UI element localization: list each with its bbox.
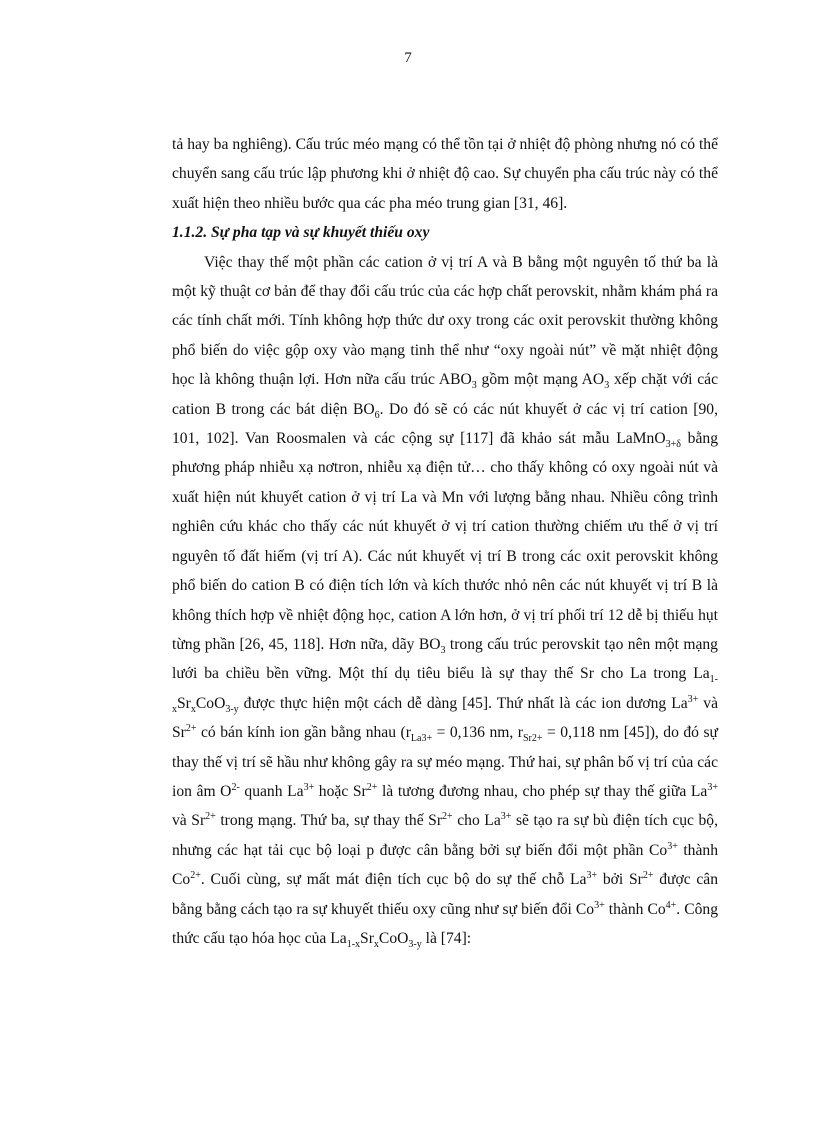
text-run: cho La: [452, 812, 501, 830]
text-run: bằng phương pháp nhiễu xạ nơtron, nhiễu xạ điện tử… cho thấy không có oxy ngoài nút và xuất hiện nút khuyết cation ở vị trí La và Mn với lượng bằng nhau. Nhiều công trình nghiên cứu khác cho thấy các nút khuyết ở vị trí cation thường chiếm ưu thế ở vị trí nguyên tố đất hiếm (vị trí A). Các nút khuyết vị trí B trong các oxit perovskit không phổ biến do cation B có điện tích lớn và kích thước nhỏ nên các nút khuyết vị trí B là không thích hợp về nhiệt động học, cation A lớn hơn, ở vị trí phối trí 12 dễ bị thiếu hụt từng phần [26, 45, 118]. Hơn nữa, dãy BO: [172, 430, 718, 653]
subscript: Sr2+: [522, 733, 543, 745]
text-run: sẽ tạo ra sự bù điện tích cục bộ, nhưng các hạt tải cục bộ loại p được cân bằng bởi sự biến đổi một phần Co: [172, 812, 719, 859]
text-run: Việc thay thế một phần các cation ở vị trí A và B bằng một nguyên tố thứ ba là một kỹ thuật cơ bản để thay đổi cấu trúc của các hợp chất perovskit, nhằm khám phá ra các tính chất mới. Tính không hợp thức dư oxy trong các oxit perovskit thường không phổ biến do việc gộp oxy vào mạng tinh thể như “oxy ngoài nút” về mặt nhiệt động học là không thuận lợi. Hơn nữa cấu trúc ABO: [172, 253, 718, 389]
subscript: 3+δ: [665, 439, 681, 451]
body-text: [172, 130, 718, 953]
superscript: 2+: [366, 781, 378, 793]
superscript: 3+: [687, 693, 699, 705]
superscript: 2+: [205, 811, 216, 823]
text-run: xếp chặt với các cation B trong các bát diện BO: [172, 371, 718, 418]
superscript: 2+: [642, 869, 654, 881]
superscript: 3+: [586, 869, 598, 881]
subscript: 6: [374, 409, 380, 421]
text-run: là tương đương nhau, cho phép sự thay thế giữa La: [377, 782, 708, 800]
text-run: Sr: [177, 694, 191, 712]
subscript: La3+: [410, 733, 433, 745]
text-run: hoặc Sr: [314, 782, 367, 800]
text-run: và Sr: [172, 694, 718, 742]
text-run: Sr: [360, 929, 374, 947]
text-run: CoO: [195, 694, 226, 712]
text-run: = 0,136 nm, r: [432, 724, 523, 742]
text-run: là [74]:: [421, 929, 472, 947]
superscript: 3+: [667, 840, 678, 852]
superscript: 3+: [707, 781, 718, 793]
text-run: . Do đó sẽ có các nút khuyết ở các vị trí cation [90, 101, 102]. Van Roosmalen và các cộng sự [117] đã khảo sát mẫu LaMnO: [172, 400, 718, 448]
text-run: thành Co: [604, 900, 666, 918]
subscript: x: [373, 939, 379, 951]
text-run: được cân bằng bằng cách tạo ra sự khuyết thiếu oxy cũng như sự biến đổi Co: [172, 871, 718, 918]
text-run: trong cấu trúc perovskit tạo nên một mạng lưới ba chiều bền vững. Một thí dụ tiêu biểu là sự thay thế Sr cho La trong La: [172, 635, 718, 683]
text-run: trong mạng. Thứ ba, sự thay thế Sr: [215, 812, 443, 830]
subscript: 1-x: [346, 939, 361, 951]
superscript: 2+: [190, 869, 201, 881]
superscript: 3+: [594, 899, 605, 911]
main-paragraph: [172, 248, 718, 954]
text-run: và Sr: [172, 812, 206, 830]
superscript: 3+: [303, 781, 315, 793]
section-heading: 1.1.2. Sự pha tạp và sự khuyết thiếu oxy: [172, 224, 430, 242]
subscript: 1-x: [172, 674, 718, 715]
superscript: 2-: [231, 781, 240, 793]
text-run: có bán kính ion gần bằng nhau (r: [196, 724, 411, 742]
text-run: . Cuối cùng, sự mất mát điện tích cục bộ do sự thế chỗ La: [200, 871, 587, 889]
text-run: bởi Sr: [597, 871, 643, 889]
text-run: gồm một mạng AO: [476, 371, 605, 389]
page-number: 7: [404, 50, 412, 66]
subscript: 3: [440, 645, 446, 657]
superscript: 4+: [665, 899, 677, 911]
text-run: CoO: [378, 929, 409, 947]
subscript: 3-y: [225, 703, 239, 715]
subscript: x: [190, 703, 196, 715]
superscript: 2+: [442, 811, 453, 823]
superscript: 2+: [185, 722, 197, 734]
text-run: = 0,118 nm [45]), do đó sự thay thế vị trí sẽ hầu như không gây ra sự méo mạng. Thứ hai, sự phân bố vị trí của các ion âm O: [172, 724, 718, 800]
superscript: 3+: [500, 811, 512, 823]
text-run: quanh La: [239, 782, 304, 800]
subscript: 3: [604, 380, 610, 392]
text-run: thành Co: [172, 841, 718, 889]
text-run: . Công thức cấu tạo hóa học của La: [172, 900, 719, 947]
subscript: 3-y: [408, 939, 422, 951]
subscript: 3: [471, 380, 477, 392]
intro-paragraph: tả hay ba nghiêng). Cấu trúc méo mạng có thể tồn tại ở nhiệt độ phòng nhưng nó có thể chuyển sang cấu trúc lập phương khi ở nhiệt độ cao. Sự chuyển pha cấu trúc này có thể xuất hiện theo nhiều bước qua các pha méo trung gian [31, 46].: [172, 136, 718, 212]
text-run: được thực hiện một cách dễ dàng [45]. Thứ nhất là các ion dương La: [238, 694, 688, 712]
